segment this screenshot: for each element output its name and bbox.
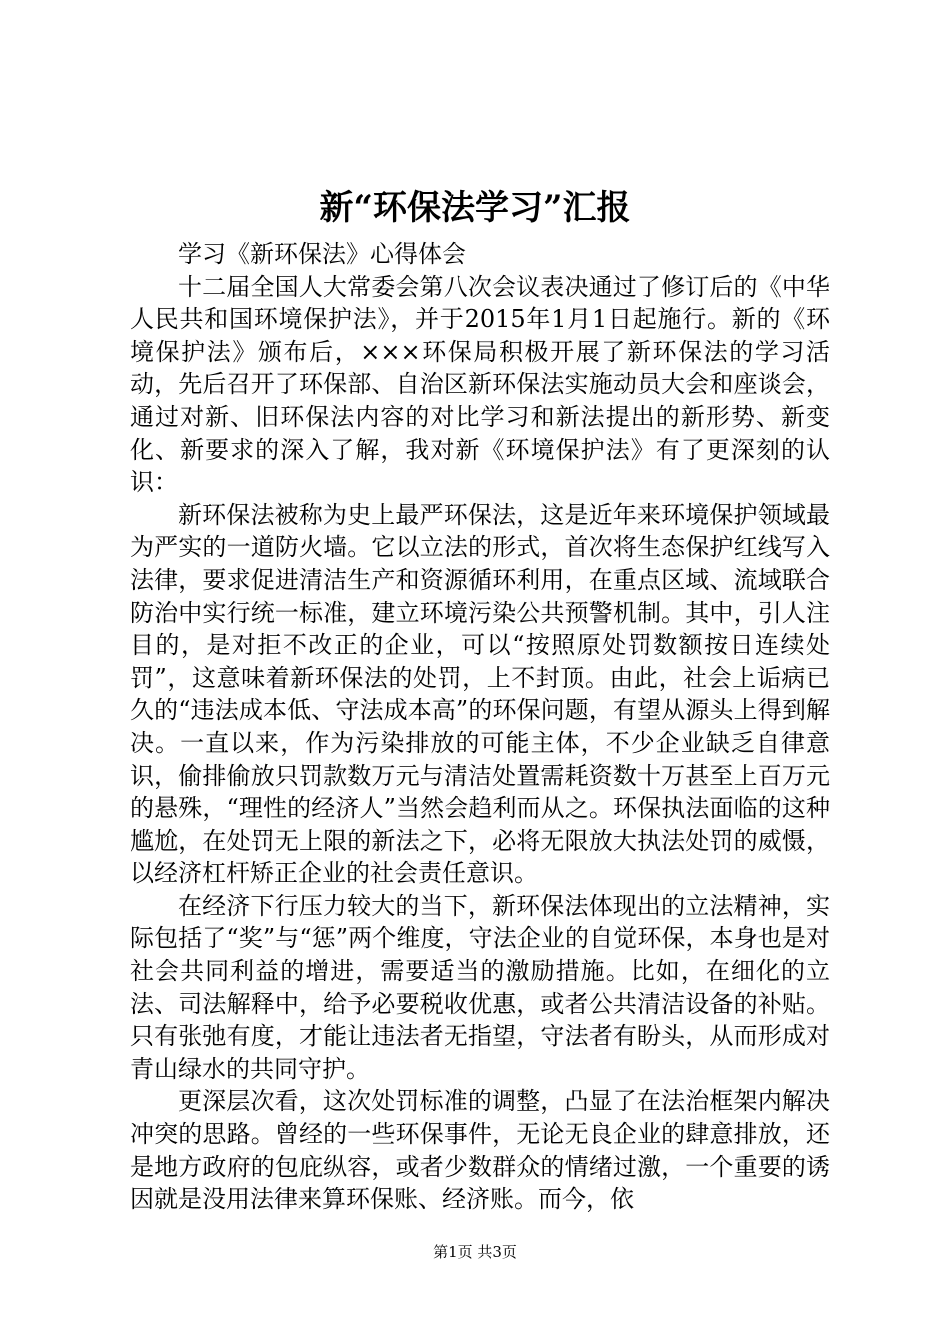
page-footer: 第1页 共3页 <box>433 1243 517 1261</box>
page-title: 新“环保法学习”汇报 <box>319 188 631 228</box>
subtitle: 学习《新环保法》心得体会 <box>178 240 466 268</box>
paragraph: 在经济下行压力较大的当下，新环保法体现出的立法精神，实际包括了“奖”与“惩”两个维度，守法企业的自觉环保，本身也是对社会共同利益的增进，需要适当的激励措施。比如，在细化的立法、司法解释中，给予必要税收优惠，或者公共清洁设备的补贴。只有张弛有度，才能让违法者无指望，守法者有盼头，从而形成对青山绿水的共同守护。 <box>130 891 830 1083</box>
paragraph: 十二届全国人大常委会第八次会议表决通过了修订后的《中华人民共和国环境保护法》，并于2015年1月1日起施行。新的《环境保护法》颁布后，×××环保局积极开展了新环保法的学习活动，先后召开了环保部、自治区新环保法实施动员大会和座谈会，通过对新、旧环保法内容的对比学习和新法提出的新形势、新变化、新要求的深入了解，我对新《环境保护法》有了更深刻的认识： <box>130 272 830 497</box>
document-body <box>130 238 830 1216</box>
paragraph: 新环保法被称为史上最严环保法，这是近年来环境保护领域最为严实的一道防火墙。它以立法的形式，首次将生态保护红线写入法律，要求促进清洁生产和资源循环利用，在重点区域、流域联合防治中实行统一标准，建立环境污染公共预警机制。其中，引人注目的，是对拒不改正的企业，可以“按照原处罚数额按日连续处罚”，这意味着新环保法的处罚，上不封顶。由此，社会上诟病已久的“违法成本低、守法成本高”的环保问题，有望从源头上得到解决。一直以来，作为污染排放的可能主体，不少企业缺乏自律意识，偷排偷放只罚款数万元与清洁处置需耗资数十万甚至上百万元的悬殊，“理性的经济人”当然会趋利而从之。环保执法面临的这种尴尬，在处罚无上限的新法之下，必将无限放大执法处罚的威慑，以经济杠杆矫正企业的社会责任意识。 <box>130 500 830 888</box>
paragraph: 更深层次看，这次处罚标准的调整，凸显了在法治框架内解决冲突的思路。曾经的一些环保事件，无论无良企业的肆意排放，还是地方政府的包庇纵容，或者少数群众的情绪过激，一个重要的诱因就是没用法律来算环保账、经济账。而今，依 <box>130 1087 830 1214</box>
